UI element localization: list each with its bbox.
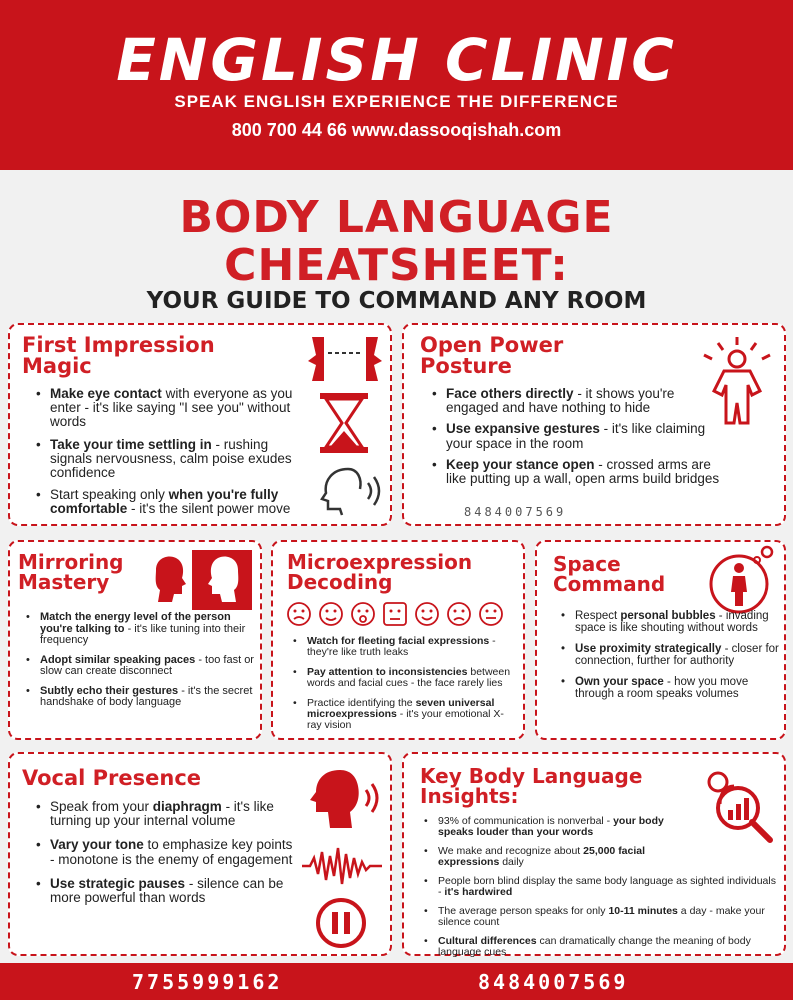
hourglass-icon [314,391,374,455]
list-item: • Use proximity strategically - closer for connection, further for authority [559,643,779,667]
list-item: • Start speaking only when you're fully comfortable - it's the silent power move [34,488,300,516]
page-title-line1: BODY LANGUAGE [179,192,614,243]
card-heading: Microexpression Decoding [287,550,473,594]
mirroring-mastery-card [8,540,262,740]
pause-icon [314,896,368,950]
eye-contact-icon [302,331,388,387]
card-heading: First Impression Magic [22,333,215,378]
footer-phone-2[interactable]: 8484007569 [478,970,629,994]
list-item: • Use strategic pauses - silence can be more powerful than words [34,877,298,905]
list-item: • Keep your stance open - crossed arms are like putting up a wall, open arms build bridges [430,458,720,486]
insights-list [422,816,778,958]
speaking-head-icon [318,465,384,517]
list-item: • Adopt similar speaking paces - too fast or slow can create disconnect [24,655,254,678]
card-heading: Mirroring Mastery [18,550,124,594]
brand-title: ENGLISH CLINIC [116,26,677,94]
footer-banner [0,963,793,1000]
vocal-presence-card [8,752,392,956]
list-item: • The average person speaks for only 10-11 minutes a day - make your silence count [422,906,778,928]
sound-wave-icon [300,846,384,886]
watermark-number: 8484007569 [464,505,567,519]
list-item: • People born blind display the same body language as sighted individuals - it's hardwired [422,876,778,898]
mirror-heads-icon [142,548,256,612]
footer-phone-1[interactable]: 7755999162 [132,970,283,994]
power-pose-icon [694,335,780,427]
list-item: • Practice identifying the seven universal microexpressions - it's your emotional X-ray vision [291,698,517,731]
list-item: • Use expansive gestures - it's like claiming your space in the room [430,422,720,450]
facial-expressions-icon [283,600,517,628]
list-item: • Watch for fleeting facial expressions - they're like truth leaks [291,636,517,658]
list-item: • Take your time settling in - rushing signals nervousness, calm poise exudes confidence [34,438,300,481]
list-item: • Respect personal bubbles - invading space is like shouting without words [559,610,779,634]
space-command-list [559,610,779,700]
header-banner [0,0,793,170]
card-heading: Key Body Language Insights: [420,764,643,808]
contact-info[interactable]: 800 700 44 66 www.dassooqishah.com [231,120,562,140]
list-item: • Face others directly - it shows you're engaged and have nothing to hide [430,387,720,415]
page-subtitle: YOUR GUIDE TO COMMAND ANY ROOM [146,288,647,314]
first-impression-list [34,387,300,516]
list-item: • We make and recognize about 25,000 facial expressions daily [422,846,778,868]
vocal-presence-list [34,800,298,905]
shouting-head-icon [300,766,384,832]
list-item: • 93% of communication is nonverbal - your body speaks louder than your words [422,816,778,838]
microexpression-card [271,540,525,740]
list-item: • Subtly echo their gestures - it's the secret handshake of body language [24,686,254,709]
mirroring-list [24,612,254,709]
card-heading: Open Power Posture [420,333,564,378]
list-item: • Speak from your diaphragm - it's like turning up your internal volume [34,800,298,828]
open-power-list [430,387,720,486]
list-item: • Vary your tone to emphasize key points - monotone is the enemy of engagement [34,838,298,866]
card-heading: Space Command [553,552,666,596]
list-item: • Make eye contact with everyone as you enter - it's like saying "I see you" without words [34,387,300,430]
list-item: • Pay attention to inconsistencies between words and facial cues - the face rarely lies [291,667,517,689]
first-impression-card [8,323,392,526]
space-command-card [535,540,786,740]
personal-bubble-icon [701,544,781,616]
list-item: • Own your space - how you move through a room speaks volumes [559,676,779,700]
open-power-posture-card [402,323,786,526]
brand-tagline: SPEAK ENGLISH EXPERIENCE THE DIFFERENCE [174,92,619,111]
card-heading: Vocal Presence [22,766,202,790]
list-item: • Match the energy level of the person you're talking to - it's like tuning into their frequency [24,612,254,647]
list-item: • Cultural differences can dramatically change the meaning of body language cues [422,936,778,958]
insights-card [402,752,786,959]
page-title-line2: CHEATSHEET: [224,240,569,291]
microexpression-list [291,636,517,731]
